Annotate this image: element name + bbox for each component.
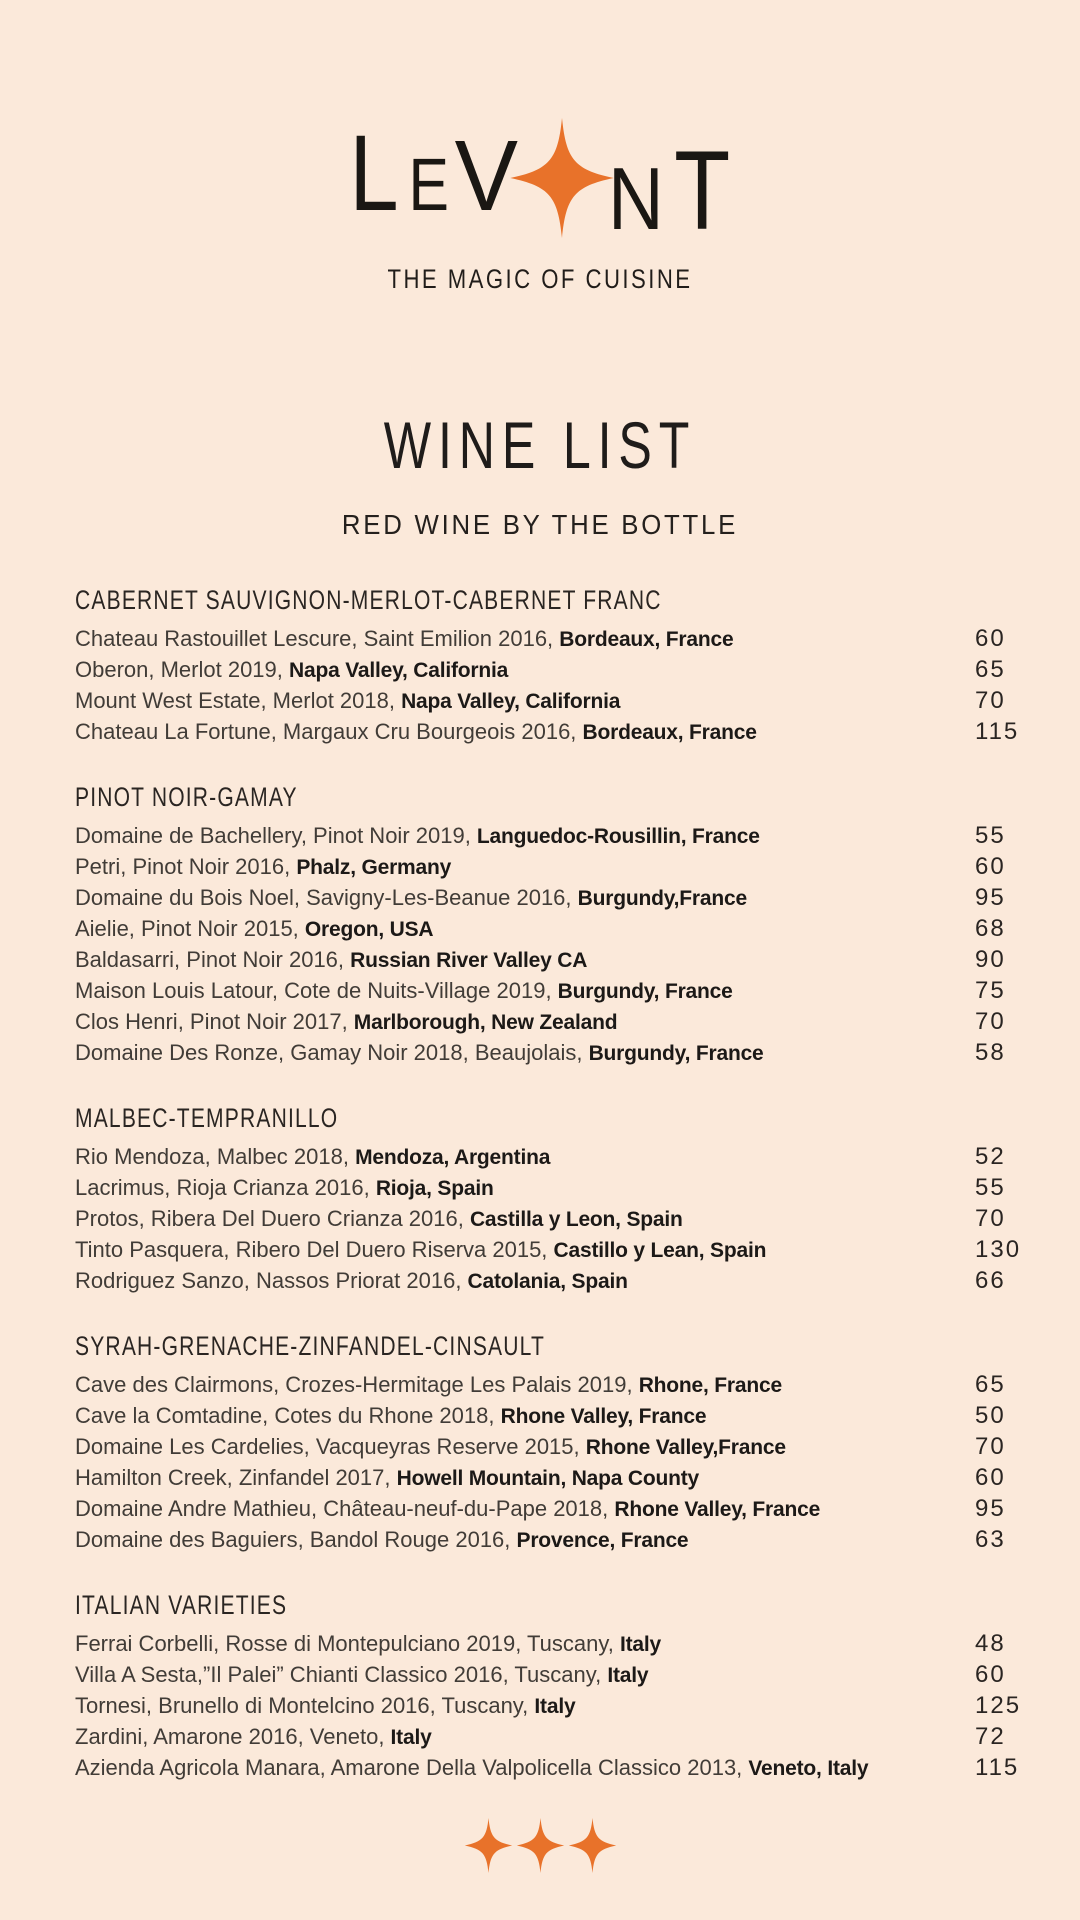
wine-item-row: [75, 915, 1035, 946]
wine-item-row: [75, 853, 1035, 884]
wine-name: Chateau La Fortune, Margaux Cru Bourgeois 2016, Bordeaux, France: [75, 719, 757, 744]
wine-item-row: [75, 1039, 1035, 1070]
wine-region: Catolania, Spain: [467, 1270, 628, 1293]
wine-item-row: [75, 1371, 1035, 1402]
wine-name: Domaine de Bachellery, Pinot Noir 2019, Languedoc-Rousillin, France: [75, 823, 760, 848]
wine-item-row: [75, 946, 1035, 977]
wine-item-row: [75, 1205, 1035, 1236]
logo-text-right: [604, 127, 736, 253]
wine-region: Burgundy, France: [588, 1042, 764, 1065]
wine-section: [75, 1331, 1035, 1557]
wine-price: 50: [975, 1402, 1006, 1429]
wine-section: [75, 1590, 1035, 1785]
wine-name: Zardini, Amarone 2016, Veneto, Italy: [75, 1724, 432, 1749]
wine-item-row: [75, 884, 1035, 915]
wine-price: 65: [975, 1371, 1006, 1398]
wine-price: 48: [975, 1630, 1006, 1657]
wine-item-row: [75, 1495, 1035, 1526]
wine-item-row: [75, 1402, 1035, 1433]
wine-region: Castilla y Leon, Spain: [469, 1208, 683, 1231]
wine-sections: [0, 585, 1080, 1785]
wine-name: Maison Louis Latour, Cote de Nuits-Village 2019, Burgundy, France: [75, 978, 733, 1003]
wine-name: Petri, Pinot Noir 2016, Phalz, Germany: [75, 854, 452, 879]
section-heading: MALBEC-TEMPRANILLO: [75, 1103, 339, 1133]
wine-region: Napa Valley, California: [289, 659, 509, 682]
wine-item-row: [75, 1464, 1035, 1495]
wine-price: 95: [975, 1495, 1006, 1522]
wine-name: Mount West Estate, Merlot 2018, Napa Valley, California: [75, 688, 621, 713]
wine-price: 66: [975, 1267, 1006, 1294]
wine-price: 60: [975, 853, 1006, 880]
wine-name: Chateau Rastouillet Lescure, Saint Emilion 2016, Bordeaux, France: [75, 626, 734, 651]
wine-name: Rio Mendoza, Malbec 2018, Mendoza, Argentina: [75, 1144, 551, 1169]
wine-region: Phalz, Germany: [296, 856, 452, 879]
wine-item-row: [75, 1143, 1035, 1174]
wine-price: 70: [975, 1205, 1006, 1232]
wine-name: Hamilton Creek, Zinfandel 2017, Howell Mountain, Napa County: [75, 1465, 700, 1490]
wine-section: [75, 1103, 1035, 1298]
wine-section: [75, 782, 1035, 1070]
wine-region: Burgundy,France: [577, 887, 747, 910]
wine-price: 95: [975, 884, 1006, 911]
wine-name: Cave des Clairmons, Crozes-Hermitage Les Palais 2019, Rhone, France: [75, 1372, 782, 1397]
section-heading: ITALIAN VARIETIES: [75, 1590, 288, 1620]
levant-logo: [0, 94, 1080, 253]
wine-item-row: [75, 1630, 1035, 1661]
wine-region: Provence, France: [516, 1529, 689, 1552]
wine-name: Ferrai Corbelli, Rosse di Montepulciano 2019, Tuscany, Italy: [75, 1631, 662, 1656]
wine-name: Aielie, Pinot Noir 2015, Oregon, USA: [75, 916, 434, 941]
page-subtitle: RED WINE BY THE BOTTLE: [341, 509, 739, 540]
wine-price: 125: [975, 1692, 1022, 1719]
wine-price: 65: [975, 656, 1006, 683]
wine-item-row: [75, 977, 1035, 1008]
wine-region: Rhone Valley, France: [614, 1498, 821, 1521]
wine-price: 60: [975, 625, 1006, 652]
wine-item-row: [75, 625, 1035, 656]
wine-price: 58: [975, 1039, 1006, 1066]
wine-item-row: [75, 1723, 1035, 1754]
wine-price: 90: [975, 946, 1006, 973]
wine-name: Domaine Les Cardelies, Vacqueyras Reserve 2015, Rhone Valley,France: [75, 1434, 786, 1459]
wine-name: Oberon, Merlot 2019, Napa Valley, California: [75, 657, 509, 682]
divider-star-icon: [568, 1818, 617, 1873]
logo-letter: T: [673, 127, 730, 253]
logo-letter: V: [455, 120, 519, 233]
wine-region: Rioja, Spain: [375, 1177, 494, 1200]
wine-price: 70: [975, 1008, 1006, 1035]
wine-region: Castillo y Lean, Spain: [553, 1239, 767, 1262]
wine-name: Cave la Comtadine, Cotes du Rhone 2018, Rhone Valley, France: [75, 1403, 707, 1428]
section-heading: PINOT NOIR-GAMAY: [75, 782, 298, 812]
wine-item-row: [75, 822, 1035, 853]
wine-item-row: [75, 1267, 1035, 1298]
page-title: WINE LIST: [383, 408, 697, 482]
divider-star-icon: [516, 1818, 565, 1873]
wine-region: Italy: [534, 1695, 576, 1718]
wine-price: 68: [975, 915, 1006, 942]
wine-region: Bordeaux, France: [582, 721, 757, 744]
wine-item-row: [75, 687, 1035, 718]
wine-price: 115: [975, 1754, 1020, 1781]
wine-item-row: [75, 1661, 1035, 1692]
logo-star-icon: [510, 118, 614, 238]
wine-name: Villa A Sesta,”Il Palei” Chianti Classico 2016, Tuscany, Italy: [75, 1662, 649, 1687]
logo-text-left: [344, 112, 520, 244]
wine-region: Howell Mountain, Napa County: [396, 1467, 700, 1490]
wine-region: Napa Valley, California: [401, 690, 621, 713]
wine-price: 75: [975, 977, 1006, 1004]
wine-price: 72: [975, 1723, 1006, 1750]
wine-item-row: [75, 1008, 1035, 1039]
wine-name: Baldasarri, Pinot Noir 2016, Russian River Valley CA: [75, 947, 588, 972]
wine-price: 70: [975, 1433, 1006, 1460]
wine-item-row: [75, 1174, 1035, 1205]
wine-name: Azienda Agricola Manara, Amarone Della Valpolicella Classico 2013, Veneto, Italy: [75, 1755, 869, 1780]
wine-price: 55: [975, 1174, 1006, 1201]
wine-price: 52: [975, 1143, 1006, 1170]
wine-name: Protos, Ribera Del Duero Crianza 2016, Castilla y Leon, Spain: [75, 1206, 683, 1231]
section-heading: CABERNET SAUVIGNON-MERLOT-CABERNET FRANC: [75, 585, 662, 615]
wine-region: Russian River Valley CA: [350, 949, 588, 972]
wine-name: Domaine des Baguiers, Bandol Rouge 2016, Provence, France: [75, 1527, 689, 1552]
wine-name: Domaine Andre Mathieu, Château-neuf-du-Pape 2018, Rhone Valley, France: [75, 1496, 821, 1521]
logo-letter: E: [408, 143, 449, 227]
wine-section: [75, 585, 1035, 749]
logo-letter: L: [349, 112, 399, 234]
wine-name: Domaine du Bois Noel, Savigny-Les-Beanue 2016, Burgundy,France: [75, 885, 747, 910]
wine-item-row: [75, 718, 1035, 749]
wine-region: Italy: [607, 1664, 649, 1687]
wine-region: Italy: [619, 1633, 662, 1656]
wine-item-row: [75, 1236, 1035, 1267]
wine-name: Rodriguez Sanzo, Nassos Priorat 2016, Catolania, Spain: [75, 1268, 628, 1293]
wine-name: Clos Henri, Pinot Noir 2017, Marlborough, New Zealand: [75, 1009, 618, 1034]
wine-price: 130: [975, 1236, 1022, 1263]
logo-letter: N: [607, 148, 664, 248]
wine-region: Languedoc-Rousillin, France: [476, 825, 760, 848]
wine-price: 55: [975, 822, 1006, 849]
wine-name: Domaine Des Ronze, Gamay Noir 2018, Beaujolais, Burgundy, France: [75, 1040, 764, 1065]
star-divider: [0, 1818, 1080, 1873]
wine-price: 60: [975, 1464, 1006, 1491]
section-heading: SYRAH-GRENACHE-ZINFANDEL-CINSAULT: [75, 1331, 546, 1361]
wine-region: Italy: [390, 1726, 432, 1749]
wine-name: Tinto Pasquera, Ribero Del Duero Riserva 2015, Castillo y Lean, Spain: [75, 1237, 767, 1262]
wine-region: Mendoza, Argentina: [355, 1146, 551, 1169]
wine-price: 115: [975, 718, 1020, 745]
wine-item-row: [75, 656, 1035, 687]
wine-item-row: [75, 1433, 1035, 1464]
wine-region: Rhone, France: [638, 1374, 782, 1397]
wine-item-row: [75, 1754, 1035, 1785]
wine-name: Lacrimus, Rioja Crianza 2016, Rioja, Spain: [75, 1175, 494, 1200]
brand-tagline: THE MAGIC OF CUISINE: [387, 264, 693, 294]
wine-region: Veneto, Italy: [748, 1757, 869, 1780]
wine-price: 63: [975, 1526, 1006, 1553]
wine-price: 60: [975, 1661, 1006, 1688]
wine-region: Burgundy, France: [557, 980, 733, 1003]
wine-item-row: [75, 1526, 1035, 1557]
divider-star-icon: [464, 1818, 513, 1873]
wine-region: Bordeaux, France: [559, 628, 734, 651]
wine-item-row: [75, 1692, 1035, 1723]
wine-region: Rhone Valley,France: [585, 1436, 786, 1459]
wine-name: Tornesi, Brunello di Montelcino 2016, Tuscany, Italy: [75, 1693, 576, 1718]
wine-region: Marlborough, New Zealand: [353, 1011, 618, 1034]
wine-region: Rhone Valley, France: [500, 1405, 707, 1428]
wine-price: 70: [975, 687, 1006, 714]
wine-region: Oregon, USA: [304, 918, 434, 941]
